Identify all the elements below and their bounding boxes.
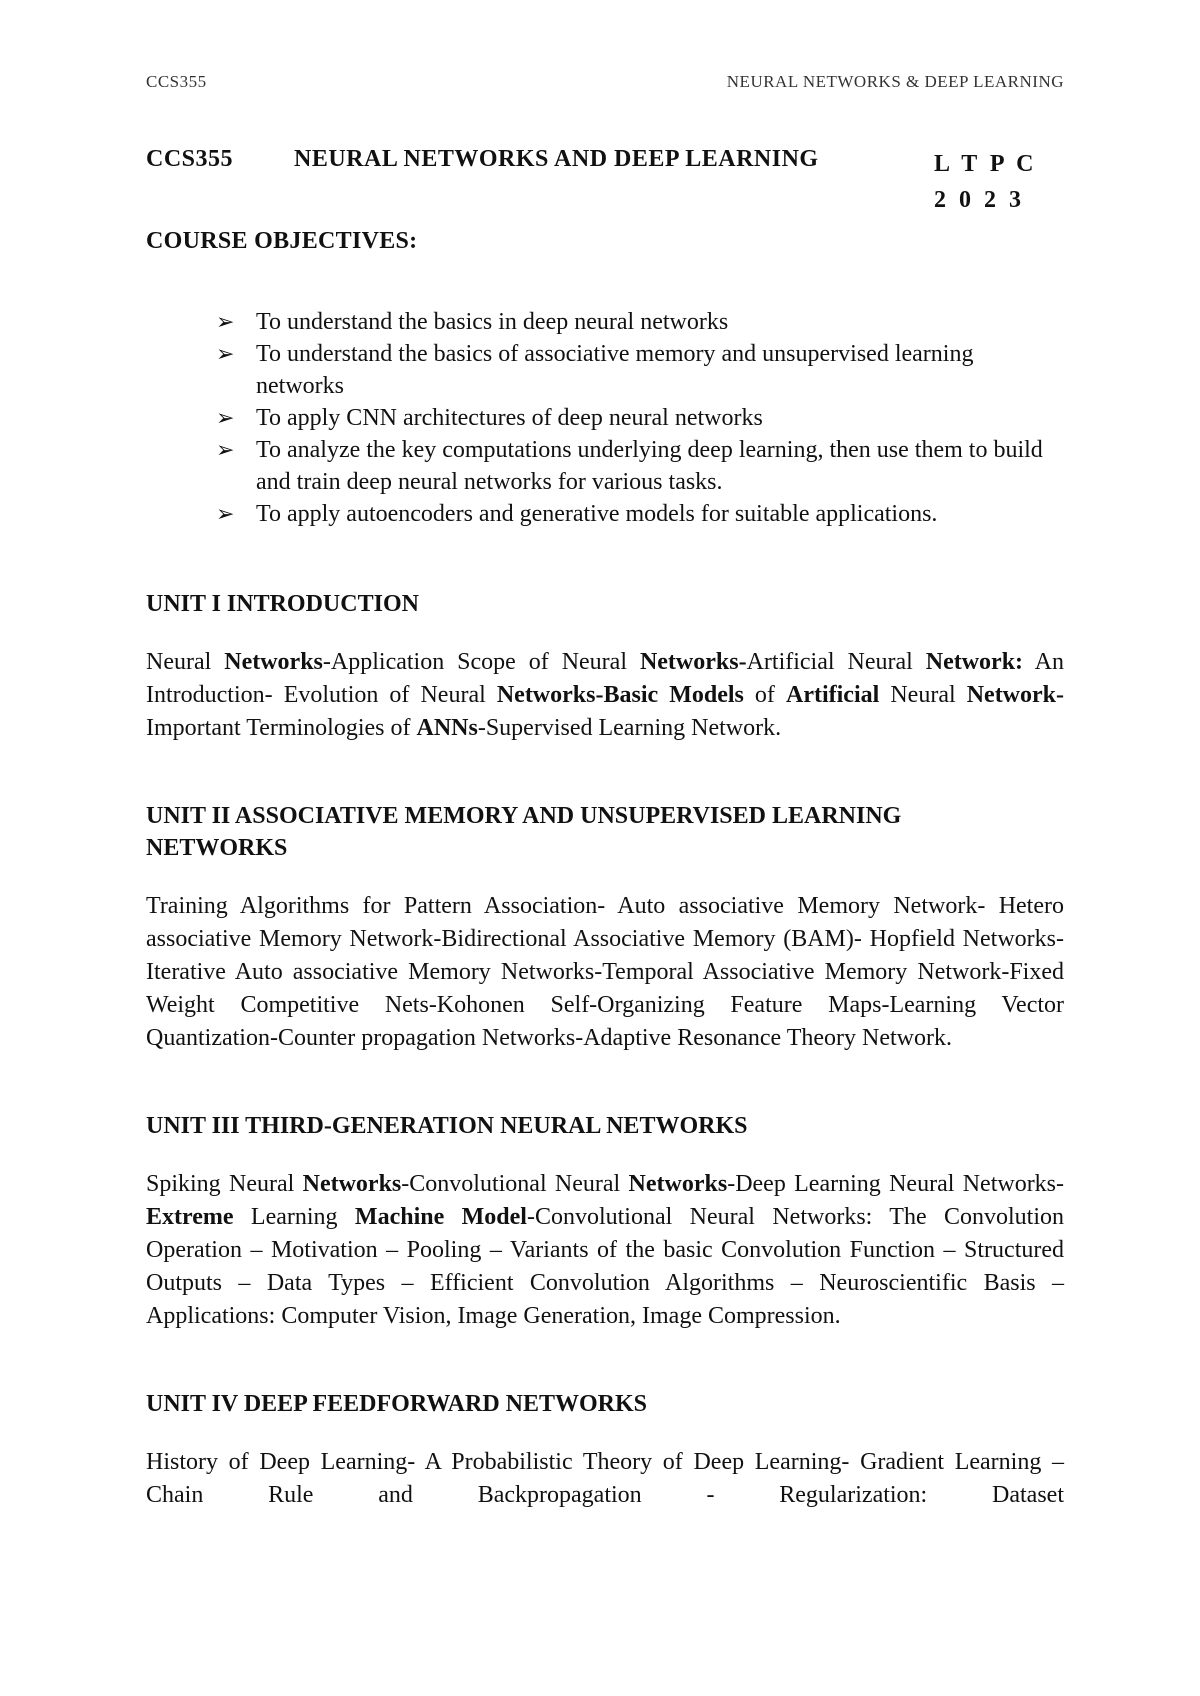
list-item: ➢ To analyze the key computations underlying deep learning, then use them to build and train deep neural networks for various tasks. — [216, 434, 1046, 498]
course-code: CCS355 — [146, 146, 234, 172]
arrow-bullet-icon: ➢ — [216, 501, 235, 526]
ltpc-values: 2 0 2 3 — [934, 187, 1022, 213]
unit-1-content: Neural Networks-Application Scope of Neural Networks-Artificial Neural Network: An Introduction- Evolution of Neural Networks-Basic Models of Artificial Neural Network- Important Terminologies of ANNs-Supervised Learning Network. — [146, 649, 1065, 741]
unit-4-heading: UNIT IV DEEP FEEDFORWARD NETWORKS — [146, 1391, 648, 1417]
arrow-bullet-icon: ➢ — [216, 405, 235, 430]
arrow-bullet-icon: ➢ — [216, 437, 235, 462]
course-title-row — [146, 146, 1064, 218]
header-course-title: NEURAL NETWORKS & DEEP LEARNING — [726, 72, 1064, 91]
ltpc-labels: L T P C — [934, 151, 1034, 177]
ltpc-block — [934, 146, 1064, 218]
unit-2-content: Training Algorithms for Pattern Association- Auto associative Memory Network- Hetero associative Memory Network-Bidirectional Associative Memory (BAM)- Hopfield Networks-Iterative Auto associative Memory Networks-Temporal Associative Memory Network-Fixed Weight Competitive Nets-Kohonen Self-Organizing Feature Maps-Learning Vector Quantization-Counter propagation Networks-Adaptive Resonance Theory Network. — [146, 893, 1064, 1051]
unit-3-content: Spiking Neural Networks-Convolutional Neural Networks-Deep Learning Neural Networks-Extreme Learning Machine Model-Convolutional Neural Networks: The Convolution Operation – Motivation – Pooling – Variants of the basic Convolution Function – Structured Outputs – Data Types – Efficient Convolution Algorithms – Neuroscientific Basis – Applications: Computer Vision, Image Generation, Image Compression. — [146, 1171, 1065, 1329]
header-course-code: CCS355 — [146, 72, 207, 91]
running-header — [146, 72, 1064, 92]
list-item: ➢ To apply CNN architectures of deep neural networks — [216, 402, 1046, 434]
course-name: NEURAL NETWORKS AND DEEP LEARNING — [294, 146, 819, 172]
unit-4-content: History of Deep Learning- A Probabilistic Theory of Deep Learning- Gradient Learning – Chain Rule and Backpropagation - Regularization: Dataset — [146, 1449, 1064, 1508]
unit-2-heading: UNIT II ASSOCIATIVE MEMORY AND UNSUPERVISED LEARNING NETWORKS — [146, 803, 902, 861]
objectives-heading: COURSE OBJECTIVES: — [146, 228, 418, 254]
unit-1-heading: UNIT I INTRODUCTION — [146, 591, 419, 617]
objectives-list — [216, 306, 1046, 530]
unit-3-heading: UNIT III THIRD-GENERATION NEURAL NETWORKS — [146, 1113, 748, 1139]
arrow-bullet-icon: ➢ — [216, 309, 235, 334]
list-item: ➢ To understand the basics of associative memory and unsupervised learning networks — [216, 338, 1046, 402]
list-item: ➢ To understand the basics in deep neural networks — [216, 306, 1046, 338]
arrow-bullet-icon: ➢ — [216, 341, 235, 366]
list-item: ➢ To apply autoencoders and generative models for suitable applications. — [216, 498, 1046, 530]
